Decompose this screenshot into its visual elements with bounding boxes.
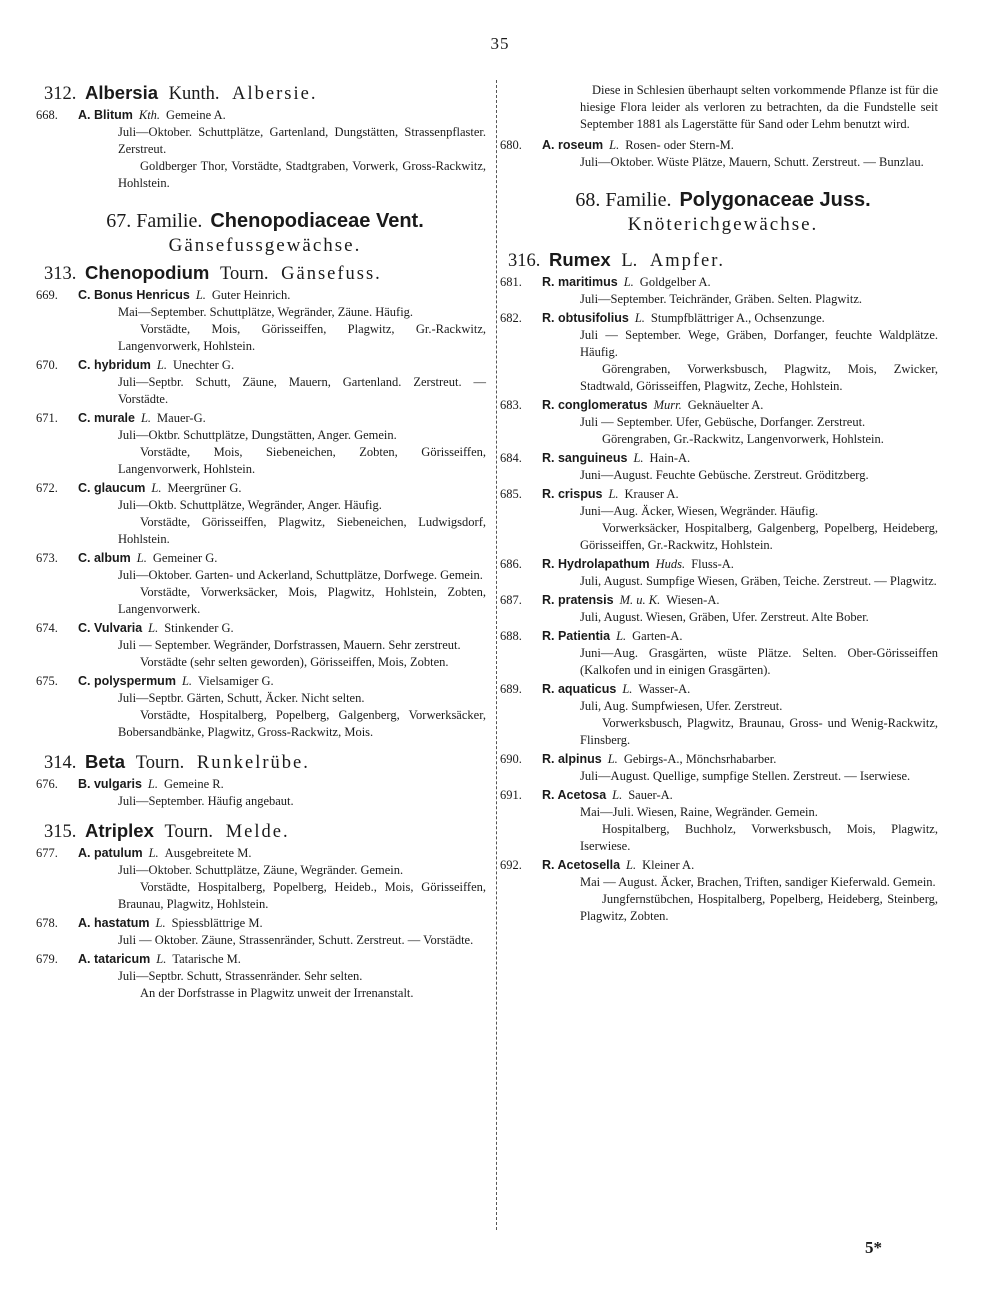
species-heading	[500, 787, 938, 804]
species-name: A. roseum	[542, 138, 604, 152]
species-heading	[36, 107, 486, 124]
species-name: C. Vulvaria	[78, 621, 143, 635]
species-author: L.	[147, 777, 158, 791]
species-name: C. glaucum	[78, 481, 146, 495]
right-column	[500, 82, 938, 927]
species-number: 692.	[500, 858, 522, 872]
species-author: L.	[626, 858, 637, 872]
species-name: R. Acetosella	[542, 858, 621, 872]
species-description: Juli—Septbr. Schutt, Zäune, Mauern, Gartenland. Zerstreut. — Vorstädte.	[118, 375, 486, 406]
species-entry	[36, 550, 486, 618]
species-description: Juni—Aug. Grasgärten, wüste Plätze. Selten. Ober-Görisseiffen (Kalkofen und in einigen Grasgärten).	[580, 646, 938, 677]
genus-german-name: Runkelrübe.	[196, 753, 310, 773]
species-description: Juni—Aug. Äcker, Wiesen, Wegränder. Häufig.	[580, 504, 819, 518]
species-localities: Vorstädte, Hospitalberg, Popelberg, Galgenberg, Vorwerksäcker, Bobersandbänke, Plagwitz, Gross-Rackwitz, Mois.	[118, 708, 486, 739]
species-german-name: Mauer-G.	[157, 411, 206, 425]
family-heading	[508, 187, 938, 237]
species-german-name: Stinkender G.	[164, 621, 234, 635]
species-author: L.	[616, 629, 627, 643]
species-number: 683.	[500, 398, 522, 412]
species-entry	[36, 357, 486, 408]
species-german-name: Ausgebreitete M.	[164, 846, 252, 860]
species-german-name: Rosen- oder Stern-M.	[625, 138, 734, 152]
species-author: L.	[136, 551, 147, 565]
species-heading	[500, 751, 938, 768]
species-description: Juli — September. Ufer, Gebüsche, Dorfanger. Zerstreut.	[580, 415, 866, 429]
genus-name: Albersia	[85, 82, 159, 103]
continued-note: Diese in Schlesien überhaupt selten vorkommende Pflanze ist für die hiesige Flora leider als verloren zu betrachten, da die Fundstelle seit September 1881 als Lagerstätte für Sand oder Lehm benutzt wird.	[580, 83, 938, 131]
species-heading	[36, 410, 486, 427]
species-name: R. obtusifolius	[542, 311, 629, 325]
species-entry	[500, 556, 938, 590]
family-name: Polygonaceae Juss.	[679, 189, 871, 211]
species-heading	[500, 486, 938, 503]
species-number: 677.	[36, 846, 58, 860]
species-description: Juli — September. Wege, Gräben, Dorfanger, feuchte Waldplätze. Häufig.	[580, 328, 938, 359]
family-name: Chenopodiaceae Vent.	[210, 210, 424, 232]
species-heading	[36, 620, 486, 637]
species-german-name: Geknäuelter A.	[687, 398, 764, 412]
species-description: Juli—August. Quellige, sumpfige Stellen. Zerstreut. — Iserwiese.	[580, 769, 911, 783]
family-german-name: Gänsefussgewächse.	[168, 235, 362, 256]
species-entry	[500, 751, 938, 785]
species-german-name: Gemeine R.	[164, 777, 224, 791]
species-number: 668.	[36, 108, 58, 122]
family-german-name: Knöterichgewächse.	[627, 214, 819, 235]
species-entry	[36, 845, 486, 913]
species-localities: Goldberger Thor, Vorstädte, Stadtgraben, Vorwerk, Gross-Rackwitz, Hohlstein.	[118, 159, 486, 190]
species-heading	[36, 550, 486, 567]
species-heading	[500, 274, 938, 291]
genus-author: Tourn.	[219, 264, 269, 284]
species-entry	[36, 951, 486, 1002]
species-heading	[500, 592, 938, 609]
species-heading	[36, 287, 486, 304]
species-author: L.	[156, 358, 167, 372]
species-author: L.	[156, 952, 167, 966]
species-heading	[500, 628, 938, 645]
species-name: R. maritimus	[542, 275, 618, 289]
species-entry	[36, 107, 486, 192]
species-author: L.	[634, 311, 645, 325]
species-name: R. aquaticus	[542, 682, 617, 696]
species-entry	[36, 673, 486, 741]
species-number: 681.	[500, 275, 522, 289]
species-german-name: Gebirgs-A., Mönchsrhabarber.	[623, 752, 777, 766]
genus-number: 314.	[44, 753, 77, 773]
species-entry	[500, 857, 938, 925]
species-number: 679.	[36, 952, 58, 966]
species-description: Juli—Oktober. Schuttplätze, Zäune, Wegränder. Gemein.	[118, 863, 404, 877]
species-description: Juli—Septbr. Schutt, Strassenränder. Sehr selten.	[118, 969, 363, 983]
species-description: Juni—August. Feuchte Gebüsche. Zerstreut. Gröditzberg.	[580, 468, 869, 482]
species-number: 673.	[36, 551, 58, 565]
species-entry	[36, 915, 486, 949]
genus-author: L.	[621, 251, 638, 271]
species-number: 684.	[500, 451, 522, 465]
species-name: A. Blitum	[78, 108, 133, 122]
species-localities: An der Dorfstrasse in Plagwitz unweit der Irrenanstalt.	[140, 986, 414, 1000]
species-name: R. Patientia	[542, 629, 611, 643]
species-number: 690.	[500, 752, 522, 766]
species-description: Juli—Oktober. Schuttplätze, Gartenland, Dungstätten, Strassenpflaster. Zerstreut.	[118, 125, 486, 156]
species-heading	[36, 951, 486, 968]
species-german-name: Guter Heinrich.	[211, 288, 291, 302]
species-entry	[500, 681, 938, 749]
species-german-name: Gemeiner G.	[152, 551, 218, 565]
species-entry	[36, 410, 486, 478]
species-localities: Vorwerksäcker, Hospitalberg, Galgenberg, Popelberg, Heideberg, Görisseiffen, Gr.-Rackwitz, Hohlstein.	[580, 521, 938, 552]
species-name: R. alpinus	[542, 752, 602, 766]
species-localities: Görengraben, Gr.-Rackwitz, Langenvorwerk, Hohlstein.	[602, 432, 884, 446]
family-number: 67. Familie.	[106, 210, 203, 232]
species-number: 688.	[500, 629, 522, 643]
species-name: C. polyspermum	[78, 674, 176, 688]
species-number: 680.	[500, 138, 522, 152]
species-localities: Vorstädte, Mois, Görisseiffen, Plagwitz, Gr.-Rackwitz, Langenvorwerk, Hohlstein.	[118, 322, 486, 353]
species-number: 670.	[36, 358, 58, 372]
species-entry	[500, 592, 938, 626]
species-localities: Hospitalberg, Buchholz, Vorwerksbusch, Mois, Plagwitz, Iserwiese.	[580, 822, 938, 853]
species-description: Juli—September. Teichränder, Gräben. Selten. Plagwitz.	[580, 292, 863, 306]
species-number: 685.	[500, 487, 522, 501]
species-number: 687.	[500, 593, 522, 607]
species-description: Juli—September. Häufig angebaut.	[118, 794, 294, 808]
species-number: 674.	[36, 621, 58, 635]
species-localities: Jungfernstübchen, Hospitalberg, Popelberg, Heideberg, Steinberg, Plagwitz, Zobten.	[580, 892, 938, 923]
species-heading	[36, 776, 486, 793]
species-name: R. conglomeratus	[542, 398, 648, 412]
species-name: C. Bonus Henricus	[78, 288, 190, 302]
species-localities: Vorwerksbusch, Plagwitz, Braunau, Gross- und Wenig-Rackwitz, Flinsberg.	[580, 716, 938, 747]
genus-name: Chenopodium	[85, 262, 210, 283]
species-number: 672.	[36, 481, 58, 495]
species-author: Kth.	[138, 108, 161, 122]
species-description: Juli—Oktb. Schuttplätze, Wegränder, Anger. Häufig.	[118, 498, 382, 512]
species-heading	[36, 673, 486, 690]
species-entry	[500, 787, 938, 855]
species-author: L.	[633, 451, 644, 465]
species-author: M. u. K.	[619, 593, 661, 607]
species-name: R. Hydrolapathum	[542, 557, 650, 571]
family-number: 68. Familie.	[575, 189, 672, 211]
genus-german-name: Albersie.	[232, 84, 318, 104]
species-name: R. pratensis	[542, 593, 614, 607]
species-heading	[36, 480, 486, 497]
species-author: L.	[623, 275, 634, 289]
species-description: Juli, August. Sumpfige Wiesen, Gräben, Teiche. Zerstreut. — Plagwitz.	[580, 574, 937, 588]
species-author: L.	[622, 682, 633, 696]
species-description: Juli — Oktober. Zäune, Strassenränder, Schutt. Zerstreut. — Vorstädte.	[118, 933, 474, 947]
left-column	[36, 82, 486, 1004]
species-german-name: Meergrüner G.	[167, 481, 242, 495]
species-number: 671.	[36, 411, 58, 425]
species-localities: Vorstädte, Mois, Siebeneichen, Zobten, Görisseiffen, Langenvorwerk, Hohlstein.	[118, 445, 486, 476]
species-author: L.	[155, 916, 166, 930]
species-name: A. patulum	[78, 846, 143, 860]
species-name: B. vulgaris	[78, 777, 142, 791]
genus-german-name: Gänsefuss.	[281, 264, 382, 284]
species-author: L.	[148, 621, 159, 635]
genus-name: Rumex	[549, 249, 611, 270]
family-heading	[44, 208, 486, 258]
species-heading	[500, 397, 938, 414]
species-description: Juli, Aug. Sumpfwiesen, Ufer. Zerstreut.	[580, 699, 783, 713]
species-name: C. murale	[78, 411, 135, 425]
species-heading	[36, 357, 486, 374]
species-german-name: Gemeine A.	[166, 108, 226, 122]
genus-heading	[44, 751, 486, 774]
species-number: 669.	[36, 288, 58, 302]
species-entry	[36, 776, 486, 810]
genus-number: 312.	[44, 84, 77, 104]
species-number: 675.	[36, 674, 58, 688]
species-author: L.	[195, 288, 206, 302]
genus-author: Tourn.	[135, 753, 185, 773]
signature-mark: 5*	[865, 1238, 882, 1257]
species-german-name: Krauser A.	[624, 487, 679, 501]
species-heading	[500, 857, 938, 874]
species-name: C. hybridum	[78, 358, 151, 372]
species-description: Juli—Oktober. Wüste Plätze, Mauern, Schutt. Zerstreut. — Bunzlau.	[580, 155, 924, 169]
species-localities: Vorstädte, Görisseiffen, Plagwitz, Siebeneichen, Ludwigsdorf, Hohlstein.	[118, 515, 486, 546]
species-author: L.	[140, 411, 152, 425]
species-heading	[500, 681, 938, 698]
species-entry	[36, 287, 486, 355]
species-german-name: Goldgelber A.	[639, 275, 711, 289]
species-description: Juli, August. Wiesen, Gräben, Ufer. Zerstreut. Alte Bober.	[580, 610, 869, 624]
species-author: L.	[608, 487, 619, 501]
species-entry	[500, 274, 938, 308]
species-author: Huds.	[655, 557, 686, 571]
species-german-name: Stumpfblättriger A., Ochsenzunge.	[650, 311, 825, 325]
species-heading	[500, 450, 938, 467]
species-german-name: Spiessblättrige M.	[171, 916, 263, 930]
genus-number: 316.	[508, 251, 541, 271]
species-author: Murr.	[653, 398, 682, 412]
species-number: 682.	[500, 311, 522, 325]
species-entry	[36, 480, 486, 548]
genus-name: Beta	[85, 751, 126, 772]
genus-heading	[44, 82, 486, 105]
species-entry	[500, 137, 938, 171]
species-author: L.	[609, 138, 620, 152]
genus-author: Tourn.	[164, 822, 214, 842]
species-heading	[36, 845, 486, 862]
genus-name: Atriplex	[85, 820, 154, 841]
genus-heading	[44, 262, 486, 285]
species-name: C. album	[78, 551, 131, 565]
page-number: 35	[490, 34, 510, 53]
genus-author: Kunth.	[168, 84, 220, 104]
species-localities: Görengraben, Vorwerksbusch, Plagwitz, Mois, Zwicker, Stadtwald, Görisseiffen, Plagwitz, Zeche, Hohlstein.	[580, 362, 938, 393]
species-name: R. sanguineus	[542, 451, 628, 465]
species-description: Juli — September. Wegränder, Dorfstrassen, Mauern. Sehr zerstreut.	[118, 638, 461, 652]
species-german-name: Garten-A.	[632, 629, 683, 643]
genus-german-name: Melde.	[225, 822, 290, 842]
species-description: Mai—September. Schuttplätze, Wegränder, Zäune. Häufig.	[118, 305, 414, 319]
species-number: 689.	[500, 682, 522, 696]
species-localities: Vorstädte (sehr selten geworden), Görisseiffen, Mois, Zobten.	[140, 655, 449, 669]
species-name: R. Acetosa	[542, 788, 607, 802]
species-entry	[36, 620, 486, 671]
species-german-name: Sauer-A.	[628, 788, 673, 802]
species-author: L.	[148, 846, 159, 860]
genus-heading	[44, 820, 486, 843]
species-author: L.	[612, 788, 623, 802]
species-entry	[500, 310, 938, 395]
species-name: A. hastatum	[78, 916, 150, 930]
species-heading	[500, 137, 938, 154]
species-heading	[500, 556, 938, 573]
species-number: 691.	[500, 788, 522, 802]
species-heading	[500, 310, 938, 327]
species-description: Mai — August. Äcker, Brachen, Triften, sandiger Kieferwald. Gemein.	[580, 875, 936, 889]
species-german-name: Hain-A.	[649, 451, 691, 465]
species-entry	[500, 397, 938, 448]
genus-number: 315.	[44, 822, 77, 842]
species-german-name: Vielsamiger G.	[198, 674, 274, 688]
species-author: L.	[607, 752, 618, 766]
species-name: A. tataricum	[78, 952, 151, 966]
species-german-name: Kleiner A.	[642, 858, 695, 872]
species-german-name: Unechter G.	[173, 358, 235, 372]
species-german-name: Fluss-A.	[691, 557, 734, 571]
species-number: 686.	[500, 557, 522, 571]
species-german-name: Wasser-A.	[638, 682, 691, 696]
species-localities: Vorstädte, Hospitalberg, Popelberg, Heideb., Mois, Görisseiffen, Braunau, Plagwitz, Hohlstein.	[118, 880, 486, 911]
species-localities: Vorstädte, Vorwerksäcker, Mois, Plagwitz, Hohlstein, Zobten, Langenvorwerk.	[118, 585, 486, 616]
species-description: Mai—Juli. Wiesen, Raine, Wegränder. Gemein.	[580, 805, 818, 819]
species-german-name: Wiesen-A.	[666, 593, 720, 607]
genus-german-name: Ampfer.	[649, 251, 726, 271]
species-description: Juli—Septbr. Gärten, Schutt, Äcker. Nicht selten.	[118, 691, 365, 705]
species-number: 676.	[36, 777, 58, 791]
genus-number: 313.	[44, 264, 77, 284]
species-entry	[500, 628, 938, 679]
species-entry	[500, 486, 938, 554]
species-entry	[500, 450, 938, 484]
column-divider	[496, 80, 497, 1230]
species-author: L.	[151, 481, 162, 495]
species-description: Juli—Oktober. Garten- und Ackerland, Schuttplätze, Dorfwege. Gemein.	[118, 568, 483, 582]
species-author: L.	[181, 674, 193, 688]
species-heading	[36, 915, 486, 932]
genus-heading	[508, 249, 938, 272]
species-german-name: Tatarische M.	[172, 952, 241, 966]
species-number: 678.	[36, 916, 58, 930]
species-name: R. crispus	[542, 487, 603, 501]
species-description: Juli—Oktbr. Schuttplätze, Dungstätten, Anger. Gemein.	[118, 428, 397, 442]
